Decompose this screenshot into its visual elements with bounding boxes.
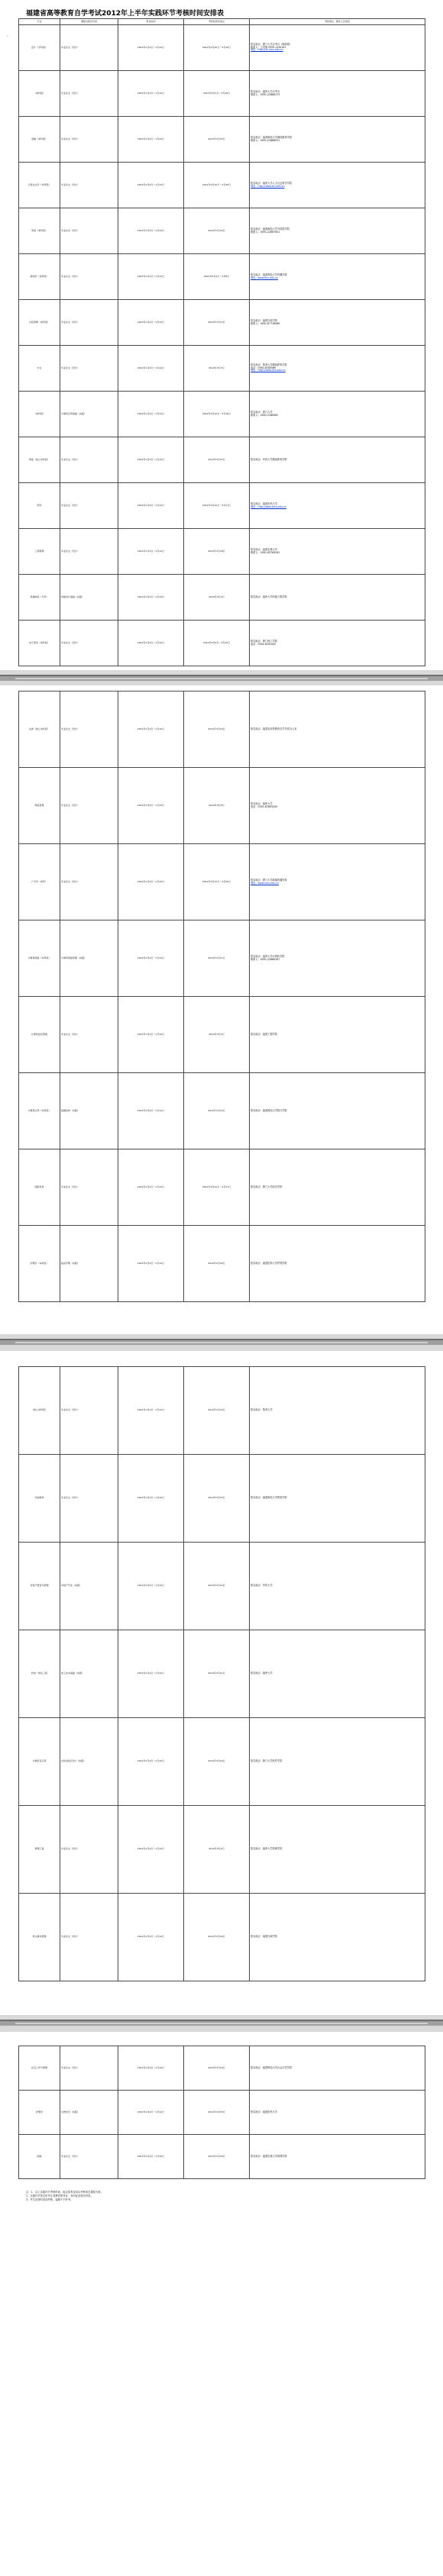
course-name: 毕业论文（设计） [60,437,118,483]
course-name: 电工技术基础（实践） [60,1630,118,1718]
spec: 护理学 [19,2091,60,2135]
contact-line: 报名地点：华侨大学 [251,1584,273,1588]
contact-info [250,1718,425,1806]
contact-line: 报名地点：福州大学计算机学院 [251,954,285,958]
exam-time: 2012年3月20日 [184,1226,250,1302]
reg-time: 2012年1月4日～1月12日 [118,1226,184,1302]
reg-time: 2012年1月4日～1月12日 [118,1806,184,1894]
table-row [19,346,425,392]
exam-time: 2012年3月10日～3月17日 [184,483,250,529]
spec: 电子商务（本科段） [19,621,60,666]
contact-info [250,621,425,666]
contact-line: 报名地点：福建师范大学数计学院 [251,1108,287,1112]
table-row [19,392,425,437]
contact-info [250,1226,425,1302]
contact-line: 报名地点：福建师范大学外国语学院 [251,227,289,231]
course-name: 毕业论文（设计） [60,346,118,392]
exam-time: 2012年3月4日 [184,575,250,621]
spec: 管理工程 [19,1806,60,1894]
course-name: 毕业论文（设计） [60,300,118,346]
contact-line: 报名地点：福州大学自考办 [251,89,280,93]
spec: 金融（本科段） [19,117,60,163]
contact-line: 报名地点：福州大学管理学院 [251,1847,283,1851]
page-marker: ◦ [6,34,9,39]
course-name: 毕业论文（设计） [60,529,118,575]
note-line: 3、考生应按时参加考核，逾期不予补考。 [26,2197,73,2201]
contact-info [250,483,425,529]
course-name: 毕业论文（设计） [60,163,118,208]
contact-line: 报名地点：福建工程学院 [251,1032,278,1036]
contact-info [250,25,425,71]
contact-line: 电话：0591-87893200 [251,804,278,808]
course-name: 临床护理（实践） [60,1226,118,1302]
schedule-table-4 [18,2046,425,2179]
contact-line: 电话：0592-6291000 [251,642,276,646]
reg-time: 2012年1月4日～1月12日 [118,1073,184,1149]
exam-time: 2012年3月10日～3月17日 [184,1149,250,1226]
contact-line: 报名地点：福建师范大学继续教育学院 [251,135,293,139]
contact-line: 报名地点：厦门理工学院 [251,639,278,643]
contact-line: 报名地点：福州大学 [251,801,273,805]
contact-info [250,1894,425,1981]
reg-time: 2012年1月4日～1月12日 [118,71,184,117]
course-name: 毕业论文（设计） [60,1455,118,1543]
course-name: 毕业论文（设计） [60,621,118,666]
contact-info [250,575,425,621]
course-name: 计算机网络原理（实践） [60,920,118,997]
exam-time: 2012年3月1日～3月16日 [184,71,250,117]
table-row [19,1455,425,1543]
spec: 机电一体化工程 [19,1630,60,1718]
reg-time: 2012年1月5日～1月13日 [118,1149,184,1226]
note-line: 注：1、以上实践环节考核时间、地点如有变动以考核单位通知为准。 [26,2191,104,2194]
reg-time: 2012年1月4日～1月12日 [118,437,184,483]
contact-line: 联系人：0591-22866187 [251,957,280,961]
reg-time: 2012年1月4日～1月12日 [118,2046,184,2091]
contact-line: 报名地点：福建行政学院 [251,318,278,322]
exam-time: 2012年3月10日～3月16日 [184,392,250,437]
spec: 汉语言文学（本科段） [19,163,60,208]
contact-info [250,997,425,1073]
contact-line[interactable]: 网址：http://www.fzu.edu.cn [251,184,285,188]
contact-line: 电话：0592-6180566 [251,366,276,369]
contact-info [250,392,425,437]
footer-notes [26,2191,408,2202]
exam-time: 2012年3月10日 [184,1073,250,1149]
reg-time: 2012年1月5日～1月13日 [118,1543,184,1630]
exam-time: 2012年3月8日 [184,768,250,844]
exam-time: 2012年3月15日～3月20日 [184,844,250,920]
contact-line: 报名地点：福建省高等教育自学考试办公室 [251,727,297,730]
contact-info [250,163,425,208]
table-row [19,1630,425,1718]
exam-time: 2012年3月10日 [184,692,250,768]
contact-info [250,529,425,575]
exam-time: 2012年3月10日 [184,1718,250,1806]
spec: 物流（独立本科段） [19,437,60,483]
contact-line: 报名地点：福建师范大学教育学院 [251,1496,287,1500]
spec: 计算机网络（本科段） [19,920,60,997]
contact-line[interactable]: 网址：http://www.jmu.edu.cn [251,369,286,372]
contact-line: 报名地点：华侨大学继续教育学院 [251,457,287,461]
table-row [19,163,425,208]
spec: 工商管理 [19,529,60,575]
contact-line: 报名地点：福建师范大学传播学院 [251,272,287,276]
contact-line: 报名地点：福建医科大学护理学院 [251,1261,287,1265]
table-row [19,1226,425,1302]
exam-time: 2012年2月20日～3月10日 [184,25,250,71]
contact-line: 联系人：0591-22868031 [251,138,280,142]
contact-line: 联系人：王老师 0592-2181911 [251,45,286,49]
reg-time: 2012年1月4日～1月12日 [118,844,184,920]
contact-line: 报名地点：福建行政学院 [251,1935,278,1939]
contact-line: 报名地点：福建医科大学 [251,2110,278,2113]
exam-time: 2012年3月11日 [184,920,250,997]
exam-time: 2012年3月15日 [184,437,250,483]
spec: 机械制造（专科） [19,575,60,621]
exam-time: 2012年3月18日 [184,2135,250,2179]
course-name: 毕业论文（设计） [60,1367,118,1455]
reg-time: 2012年1月4日～1月12日 [118,392,184,437]
exam-time: 2012年3月9日～3月15日 [184,621,250,666]
reg-time: 2012年1月4日～1月12日 [118,920,184,997]
table-row [19,1149,425,1226]
table-row [19,208,425,254]
table-row [19,254,425,300]
course-name: 毕业论文（设计） [60,692,118,768]
contact-line: 联系人：0592-2186382 [251,413,279,417]
course-name: 毕业论文（设计） [60,2046,118,2091]
exam-time: 2012年3月9日 [184,1806,250,1894]
reg-time: 2012年1月4日～1月12日 [118,346,184,392]
course-name: 毕业论文（设计） [60,1806,118,1894]
contact-line[interactable]: 网址：http://zk.xmu.edu.cn [251,48,283,52]
spec: 中文 [19,346,60,392]
course-name: 毕业论文（设计） [60,1149,118,1226]
spec: 会计（专科段） [19,25,60,71]
table-row [19,997,425,1073]
contact-info [250,117,425,163]
contact-line: 报名地点：厦门大学经济学院 [251,1185,283,1188]
table-row [19,1073,425,1149]
spec: 社会工作与管理 [19,2046,60,2091]
table-row [19,437,425,483]
exam-time: 2012年3月18日 [184,529,250,575]
course-name: C语言程序设计（实践） [60,1718,118,1806]
note-line: 2、实践环节报名时考生须携带准考证、身份证及相关材料。 [26,2194,93,2197]
contact-info [250,2135,425,2179]
page-separator [0,1334,443,1351]
exam-time: 2012年3月10日 [184,2046,250,2091]
table-row [19,768,425,844]
table-row [19,1718,425,1806]
contact-info [250,2091,425,2135]
course-name: 生物化学（实践） [60,2091,118,2135]
spec: 国际贸易 [19,1149,60,1226]
course-name: 毕业论文（设计） [60,117,118,163]
page-separator [0,670,443,685]
exam-time: 2012年3月10日 [184,208,250,254]
spec: 计算机信息管理 [19,997,60,1073]
spec: 新闻学（本科段） [19,254,60,300]
contact-info [250,254,425,300]
contact-info [250,768,425,844]
reg-time: 2012年1月4日～1月12日 [118,997,184,1073]
course-name: 毕业论文（设计） [60,254,118,300]
table-row [19,1894,425,1981]
contact-info [250,437,425,483]
table-row [19,2091,425,2135]
contact-line: 报名地点：集美大学继续教育学院 [251,363,287,366]
contact-info [250,2046,425,2091]
spec: 行政管理（本科段） [19,300,60,346]
spec: （独立本科段） [19,1367,60,1455]
contact-line: 报名地点：福州大学机械工程学院 [251,595,287,598]
contact-line: 联系人：0591-22866173 [251,92,280,96]
table-row [19,529,425,575]
contact-info [250,1149,425,1226]
reg-time: 2012年1月4日～1月12日 [118,117,184,163]
table-row [19,117,425,163]
reg-time: 2012年1月5日～1月13日 [118,163,184,208]
reg-time: 2012年1月4日～1月12日 [118,300,184,346]
table-row [19,300,425,346]
contact-info [250,1367,425,1455]
spec: 药学 [19,483,60,529]
table-row [19,25,425,71]
spec: 法律（独立本科段） [19,692,60,768]
contact-line: 联系人：0591-22867501 [251,230,280,234]
reg-time: 2012年1月4日～1月12日 [118,1367,184,1455]
reg-time: 2012年1月5日～1月13日 [118,575,184,621]
contact-line: 报名地点：集美大学 [251,1408,273,1412]
contact-info [250,1455,425,1543]
document-title: 福建省高等教育自学考试2012年上半年实践环节考核时间安排表 [26,10,225,18]
contact-info [250,346,425,392]
spec: 房地产经营与管理 [19,1543,60,1630]
contact-line: 报名地点：福建医科大学 [251,501,278,505]
table-row [19,483,425,529]
reg-time: 2012年1月4日～1月12日 [118,25,184,71]
contact-info [250,1543,425,1630]
exam-time: 2012年3月10日 [184,1367,250,1455]
contact-line: 报名地点：福建农林大学园林学院 [251,2154,287,2158]
exam-time: 2012年3月10日～3月20日 [184,163,250,208]
contact-info [250,1073,425,1149]
contact-line: 报名地点：厦门大学软件学院 [251,1759,283,1763]
contact-info [250,1630,425,1718]
table-row [19,575,425,621]
course-name: 计算机应用基础（实践） [60,392,118,437]
course-name: 房地产开发（实践） [60,1543,118,1630]
spec: 英语（本科段） [19,208,60,254]
course-name: 毕业论文（设计） [60,844,118,920]
contact-line: 报名地点：福建农林大学 [251,547,278,551]
table-row [19,71,425,117]
reg-time: 2012年1月4日～1月12日 [118,621,184,666]
reg-time: 2012年1月4日～1月12日 [118,1630,184,1718]
contact-line[interactable]: 网址：www.fjnu.edu.cn [251,276,278,279]
reg-time: 2012年1月4日～1月12日 [118,529,184,575]
table-row [19,920,425,997]
course-name: 毕业论文（设计） [60,208,118,254]
header-info: 考核单位、联系人及电话 [250,19,425,25]
schedule-table-2 [18,691,425,1302]
contact-line[interactable]: 网址：www.xmu.edu.cn [251,881,279,885]
header-exam-time: 考核时间及地点 [184,19,250,25]
course-name: 毕业论文（设计） [60,768,118,844]
exam-time: 2012年3月9日 [184,997,250,1073]
exam-time: 2012年3月16日 [184,1894,250,1981]
table-row [19,844,425,920]
spec: 护理学（本科段） [19,1226,60,1302]
contact-line: 报名地点：厦门大学新闻传播学院 [251,878,287,882]
table-row [19,1367,425,1455]
reg-time: 2012年1月5日～1月13日 [118,768,184,844]
contact-info [250,71,425,117]
course-name: 毕业论文（设计） [60,71,118,117]
reg-time: 2012年1月4日～1月12日 [118,2091,184,2135]
table-row [19,2046,425,2091]
exam-time: 2012年3月3日 [184,346,250,392]
schedule-table-3 [18,1366,425,1981]
header-reg-time: 报名时间 [118,19,184,25]
spec: 计算机应用（本科段） [19,1073,60,1149]
reg-time: 2012年1月4日～1月12日 [118,1718,184,1806]
spec: 物流管理 [19,768,60,844]
contact-line[interactable]: 网址：http://www.fjmu.edu.cn [251,505,286,508]
reg-time: 2012年1月4日～1月12日 [118,254,184,300]
spec: （本科段） [19,71,60,117]
course-name: 毕业论文（设计） [60,1894,118,1981]
contact-line: 报名地点：福州大学人文社会科学学院 [251,181,293,185]
page-separator [0,2015,443,2032]
reg-time: 2012年1月4日～1月12日 [118,1894,184,1981]
contact-line: 报名地点：厦门大学 [251,410,273,414]
course-name: 数据结构（实践） [60,1073,118,1149]
reg-time: 2012年1月4日～1月12日 [118,2135,184,2179]
contact-info [250,920,425,997]
reg-time: 2012年1月4日～1月12日 [118,483,184,529]
exam-time: 2012年3月1日～3月8日 [184,254,250,300]
exam-time: 2012年3月15日 [184,2091,250,2135]
spec: 学前教育 [19,1455,60,1543]
course-name: 毕业论文（设计） [60,2135,118,2179]
reg-time: 2012年1月5日～1月13日 [118,208,184,254]
contact-info [250,1806,425,1894]
table-row [19,692,425,768]
table-row [19,1543,425,1630]
spec: 广告学（本科） [19,844,60,920]
reg-time: 2012年1月4日～1月12日 [118,1455,184,1543]
course-name: 毕业论文（设计） [60,25,118,71]
exam-time: 2012年3月15日 [184,1455,250,1543]
exam-time: 2012年3月12日 [184,1543,250,1630]
reg-time: 2012年1月4日～1月12日 [118,692,184,768]
exam-time: 2012年3月13日 [184,300,250,346]
schedule-table-1 [18,18,425,666]
course-name: 机械设计基础（实践） [60,575,118,621]
spec: 园林 [19,2135,60,2179]
contact-info [250,208,425,254]
spec: （本科段） [19,392,60,437]
contact-line: 报名地点：福州大学 [251,1672,273,1675]
contact-line: 联系人：0591-83789262 [251,550,280,554]
spec: 机关事务管理 [19,1894,60,1981]
contact-line: 联系人：0591-87716089 [251,321,280,325]
contact-info [250,844,425,920]
course-name: 毕业论文（设计） [60,997,118,1073]
contact-line: 报名地点：福建师范大学社会历史学院 [251,2065,293,2069]
header-course: 课程名称及代码 [60,19,118,25]
header-spec: 专业 [19,19,60,25]
table-row [19,621,425,666]
contact-info [250,300,425,346]
contact-info [250,692,425,768]
spec: 计算机及应用 [19,1718,60,1806]
course-name: 毕业论文（设计） [60,483,118,529]
table-row [19,2135,425,2179]
contact-line: 报名地点：厦门大学自考办（海韵园） [251,42,293,46]
exam-time: 2012年3月15日 [184,117,250,163]
exam-time: 2012年3月11日 [184,1630,250,1718]
table-row [19,1806,425,1894]
